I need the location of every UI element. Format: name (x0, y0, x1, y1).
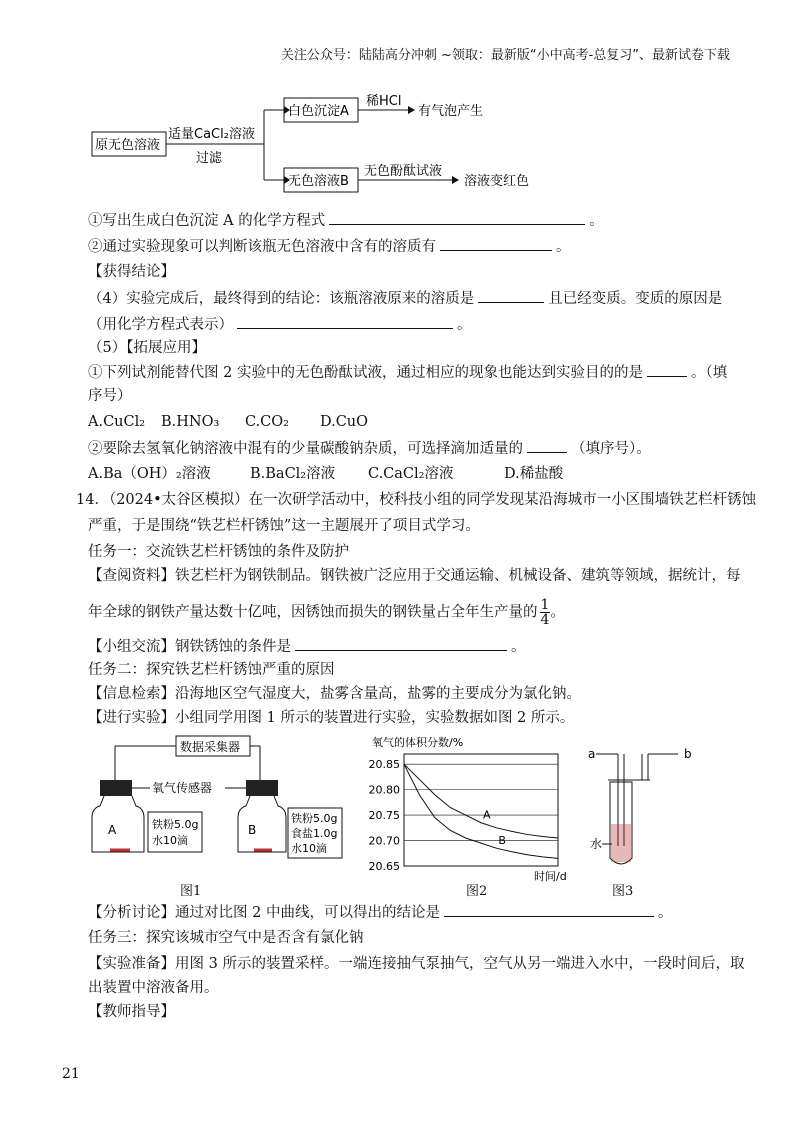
question-14a: 14．（2024•太谷区模拟）在一次研学活动中，校科技小组的同学发现某沿海城市一小区围墙铁艺栏杆锈蚀 (76, 492, 757, 508)
experiment: 【进行实验】小组同学用图 1 所示的装置进行实验，实验数据如图 2 所示。 (88, 710, 575, 726)
options-1: A.CuCl₂ B.HNO₃ C.CO₂ D.CuO (88, 414, 369, 430)
series-label-A: A (483, 808, 491, 822)
figure-2-caption: 图2 (466, 884, 488, 899)
oxygen-sensor-label: 氧气传感器 (152, 781, 213, 795)
series-line-A (404, 764, 558, 838)
y-tick-label: 20.65 (368, 860, 400, 873)
question-5-2: ②要除去氢氧化钠溶液中混有的少量碳酸钠杂质，可选择滴加适量的 （填序号）。 (88, 438, 651, 459)
y-tick-label: 20.70 (368, 834, 400, 848)
bottle-b-content-2: 食盐1.0g (291, 827, 338, 840)
x-axis-label: 时间/d (534, 870, 567, 883)
reference-1: 【查阅资料】铁艺栏杆为钢铁制品。钢铁被广泛应用于交通运输、机械设备、建筑等领域，据统计，每 (88, 568, 741, 584)
bottle-b-content-1: 铁粉5.0g (291, 812, 338, 825)
question-14b: 严重，于是围绕“铁艺栏杆锈蚀”这一主题展开了项目式学习。 (88, 518, 480, 534)
flow-result-b: 溶液变红色 (464, 174, 530, 189)
options-2: A.Ba（OH）₂溶液 B.BaCl₂溶液 C.CaCl₂溶液 D.稀盐酸 (88, 466, 564, 482)
figure-1 (90, 734, 360, 894)
bottle-b-label: B (248, 823, 257, 837)
task-1: 任务一：交流铁艺栏杆锈蚀的条件及防护 (88, 544, 349, 560)
prep-1: 【实验准备】用图 3 所示的装置采样。一端连接抽气泵抽气，空气从另一端进入水中，一段时间后，取 (88, 956, 745, 972)
bottle-b-content-3: 水10滴 (291, 842, 327, 855)
y-tick-label: 20.80 (368, 783, 400, 797)
question-5: （5）【拓展应用】 (88, 340, 206, 356)
y-tick-label: 20.75 (368, 809, 400, 823)
task-2: 任务二：探究铁艺栏杆锈蚀严重的原因 (88, 662, 335, 678)
flow-diagram (88, 92, 608, 202)
flow-reagent: 适量CaCl₂溶液 (168, 127, 255, 142)
reference-2: 年全球的钢铁产量达数十亿吨，因锈蚀而损失的钢铁量占全年生产量的 $\frac{1}{4}$ 。 (88, 597, 565, 628)
series-label-B: B (498, 834, 506, 848)
question-5-1-cont: 序号） (88, 388, 132, 404)
water-label: 水 (590, 837, 603, 851)
task-3: 任务三：探究该城市空气中是否含有氯化钠 (88, 930, 364, 946)
question-5-1: ①下列试剂能替代图 2 实验中的无色酚酞试液，通过相应的现象也能达到实验目的的是 。（填 (88, 362, 727, 383)
flow-box-a: 白色沉淀A (288, 104, 349, 119)
question-1: ①写出生成白色沉淀 A 的化学方程式 。 (88, 210, 604, 231)
section-conclusion: 【获得结论】 (88, 264, 175, 280)
flow-start: 原无色溶液 (95, 138, 161, 153)
y-tick-label: 20.85 (368, 758, 400, 772)
analysis: 【分析讨论】通过对比图 2 中曲线，可以得出的结论是 。 (88, 902, 672, 923)
flow-box-b: 无色溶液B (288, 174, 349, 189)
data-collector-label: 数据采集器 (180, 740, 241, 754)
figure-1-caption: 图1 (180, 884, 202, 899)
figure-3 (588, 746, 698, 876)
question-4a: （4）实验完成后，最终得到的结论：该瓶溶液原来的溶质是 且已经变质。变质的原因是 (88, 288, 722, 309)
port-b-label: b (684, 747, 692, 761)
figure-2-chart (362, 734, 584, 884)
prep-2: 出装置中溶液备用。 (88, 980, 219, 996)
info-retrieval: 【信息检索】沿海地区空气湿度大，盐雾含量高，盐雾的主要成分为氯化钠。 (88, 686, 581, 702)
flow-process: 过滤 (196, 151, 223, 166)
figure-3-caption: 图3 (612, 884, 634, 899)
chart-frame (404, 754, 558, 866)
group-discussion: 【小组交流】钢铁锈蚀的条件是 。 (88, 636, 526, 657)
bottle-a-label: A (108, 823, 117, 837)
y-axis-label: 氧气的体积分数/% (372, 736, 464, 749)
page-number: 21 (62, 1066, 80, 1082)
fraction: $\frac{1}{4}$ (540, 597, 550, 628)
series-line-B (404, 764, 558, 858)
page-header: 关注公众号：陆陆高分冲刺 ~领取：最新版“小中高考-总复习”、最新试卷下载 (280, 48, 730, 63)
flow-acid: 稀HCl (366, 94, 402, 109)
question-2: ②通过实验现象可以判断该瓶无色溶液中含有的溶质有 。 (88, 236, 571, 257)
bottle-a-content-2: 水10滴 (152, 834, 188, 847)
teacher-guidance: 【教师指导】 (88, 1004, 175, 1020)
bottle-a-content-1: 铁粉5.0g (152, 818, 199, 831)
flow-result-a: 有气泡产生 (418, 104, 484, 119)
port-a-label: a (588, 747, 596, 761)
flow-indicator: 无色酚酞试液 (364, 164, 443, 179)
question-4b: （用化学方程式表示） 。 (88, 314, 472, 335)
